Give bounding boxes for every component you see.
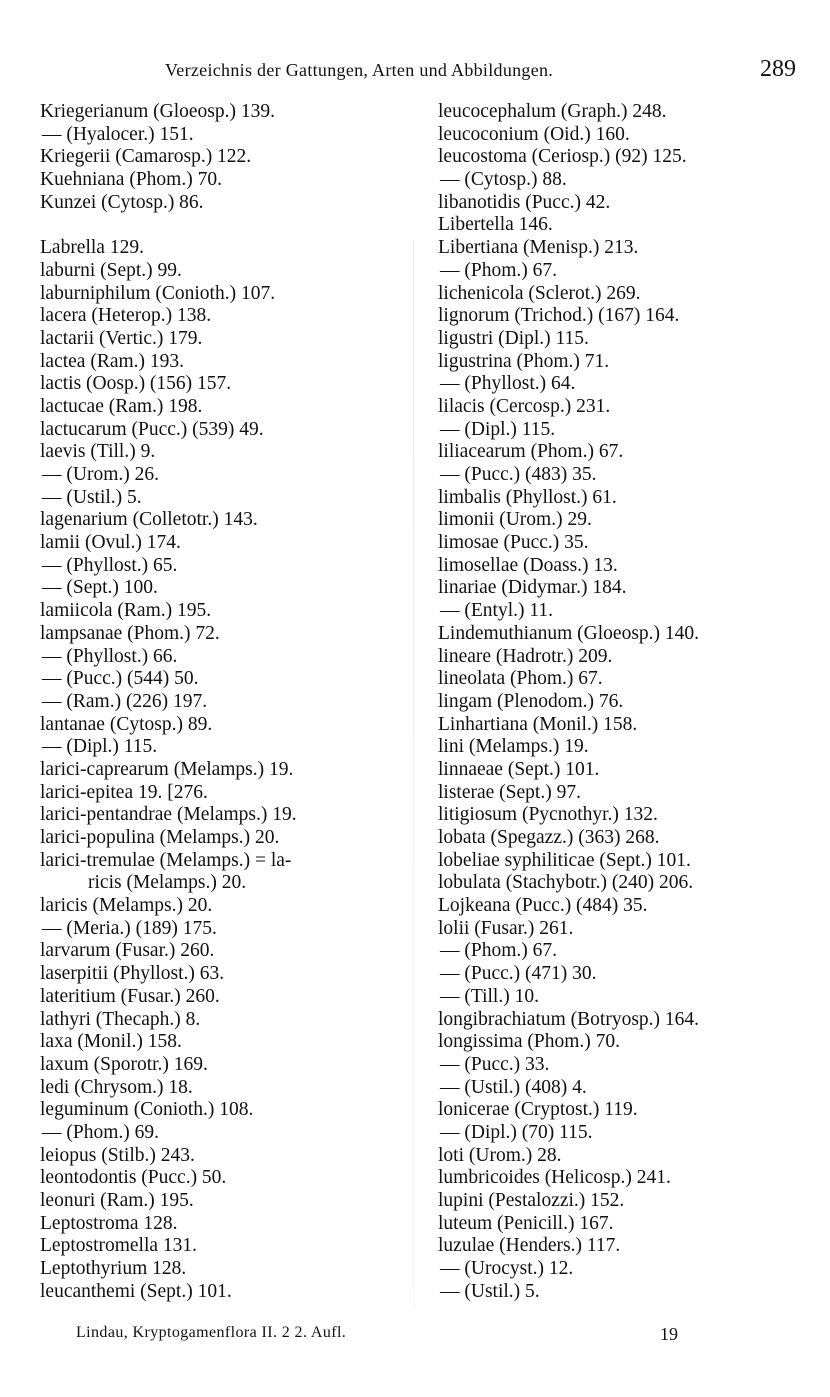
index-entry: — (Ustil.) (408) 4. [440,1076,587,1098]
index-entry: lateritium (Fusar.) 260. [40,985,220,1007]
index-entry: longibrachiatum (Botryosp.) 164. [438,1008,700,1030]
index-entry: larici-populina (Melamps.) 20. [40,827,280,848]
index-entry: lactarii (Vertic.) 179. [40,327,203,349]
index-entry: litigiosum (Pycnothyr.) 132. [438,804,658,826]
index-entry: listerae (Sept.) 97. [438,781,581,803]
index-column-left [40,101,410,1303]
index-entry: lobulata (Stachybotr.) (240) 206. [438,872,694,894]
index-entry: — (Ram.) (226) 197. [42,690,208,712]
index-entry: ligustri (Dipl.) 115. [438,327,589,349]
index-entry: lampsanae (Phom.) 72. [40,622,220,644]
index-entry: linnaeae (Sept.) 101. [438,758,600,780]
index-entry: longissima (Phom.) 70. [438,1031,621,1053]
index-entry: limosae (Pucc.) 35. [438,532,589,554]
index-entry: laxum (Sporotr.) 169. [40,1053,208,1075]
index-entry: — (Dipl.) 115. [440,418,556,440]
index-entry: libanotidis (Pucc.) 42. [438,191,611,213]
index-entry: lamiicola (Ram.) 195. [40,600,212,622]
index-entry: Kuehniana (Phom.) 70. [40,169,222,191]
index-entry: Leptothyrium 128. [40,1258,187,1280]
index-entry: Linhartiana (Monil.) 158. [438,713,638,735]
index-entry: — (Phyllost.) 66. [42,645,178,667]
index-entry: Libertella 146. [438,214,553,236]
index-entry: lacera (Heterop.) 138. [40,305,212,327]
index-entry: — (Pucc.) 33. [440,1053,550,1075]
index-entry: — (Phyllost.) 65. [42,554,178,576]
index-entry: — (Till.) 10. [440,985,539,1007]
index-column-right [438,101,810,1303]
index-entry: Kriegerianum (Gloeosp.) 139. [40,101,276,122]
index-entry: — (Pucc.) (483) 35. [440,464,597,485]
index-entry: laserpitii (Phyllost.) 63. [40,963,225,985]
index-entry: liliacearum (Phom.) 67. [438,441,624,463]
index-entry [40,214,410,237]
index-entry: — (Meria.) (189) 175. [42,917,217,939]
index-entry: — (Urocyst.) 12. [440,1258,574,1280]
index-entry: lactucarum (Pucc.) (539) 49. [40,418,264,440]
index-entry: larvarum (Fusar.) 260. [40,940,215,962]
index-entry: Lojkeana (Pucc.) (484) 35. [438,895,648,917]
index-entry: lonicerae (Cryptost.) 119. [438,1099,638,1121]
index-entry: lamii (Ovul.) 174. [40,532,181,554]
index-entry: — (Phom.) 67. [440,259,557,281]
index-entry: lilacis (Cercosp.) 231. [438,395,611,417]
index-entry: leucoconium (Oid.) 160. [438,123,630,145]
index-entry: lineolata (Phom.) 67. [438,668,603,690]
index-entry: — (Hyalocer.) 151. [42,123,194,145]
index-entry: — (Phom.) 67. [440,940,557,962]
index-entry: ligustrina (Phom.) 71. [438,350,610,372]
index-entry: larici-tremulae (Melamps.) = la- [40,849,292,871]
index-entry: loti (Urom.) 28. [438,1144,562,1166]
index-entry: — (Dipl.) 115. [42,736,158,758]
index-entry: leiopus (Stilb.) 243. [40,1144,195,1166]
index-entry: laevis (Till.) 9. [40,441,156,463]
index-entry: leucanthemi (Sept.) 101. [40,1280,232,1302]
index-entry: — (Pucc.) (471) 30. [440,963,597,985]
index-entry: Lindemuthianum (Gloeosp.) 140. [438,622,700,644]
index-entry: lantanae (Cytosp.) 89. [40,713,213,735]
index-entry: lupini (Pestalozzi.) 152. [438,1190,625,1211]
index-entry: lagenarium (Colletotr.) 143. [40,509,258,531]
index-entry: leguminum (Conioth.) 108. [40,1099,254,1121]
index-entry: lichenicola (Sclerot.) 269. [438,282,641,304]
index-entry: Kriegerii (Camarosp.) 122. [40,146,252,168]
index-entry: — (Cytosp.) 88. [440,169,567,191]
column-divider [413,240,414,1310]
index-entry: leucostoma (Ceriosp.) (92) 125. [438,146,687,168]
page-footer [40,1322,800,1346]
index-entry: larici-pentandrae (Melamps.) 19. [40,804,297,826]
index-entry: ledi (Chrysom.) 18. [40,1076,193,1098]
footer-signature: 19 [660,1324,678,1344]
index-entry: — (Ustil.) 5. [42,486,142,508]
index-entry: — (Phyllost.) 64. [440,373,576,395]
index-entry: lactis (Oosp.) (156) 157. [40,373,232,395]
index-entry: lineare (Hadrotr.) 209. [438,645,613,667]
index-entry: laburni (Sept.) 99. [40,259,182,281]
index-entry: laricis (Melamps.) 20. [40,895,213,917]
index-entry: lathyri (Thecaph.) 8. [40,1008,201,1030]
index-entry: linariae (Didymar.) 184. [438,577,627,599]
index-entry: — (Ustil.) 5. [440,1280,540,1302]
index-entry: luzulae (Henders.) 117. [438,1235,621,1257]
index-entry: lolii (Fusar.) 261. [438,917,574,939]
index-entry: laburniphilum (Conioth.) 107. [40,282,276,304]
footer-citation: Lindau, Kryptogamenflora II. 2 2. Aufl. [76,1324,347,1341]
index-entry: — (Sept.) 100. [42,577,158,599]
index-entry: lactea (Ram.) 193. [40,350,185,372]
index-entry: leonuri (Ram.) 195. [40,1190,194,1211]
index-entry: — (Dipl.) (70) 115. [440,1121,593,1143]
header-title: Verzeichnis der Gattungen, Arten und Abbildungen. [165,60,554,80]
index-entry: limosellae (Doass.) 13. [438,554,618,576]
index-entry: lignorum (Trichod.) (167) 164. [438,305,680,327]
index-entry: limonii (Urom.) 29. [438,509,592,531]
index-entry: Labrella 129. [40,237,144,259]
running-header [40,56,800,86]
index-entry: lingam (Plenodom.) 76. [438,690,624,712]
index-entry: lactucae (Ram.) 198. [40,395,203,417]
index-entry: Leptostromella 131. [40,1235,198,1257]
index-entry: Leptostroma 128. [40,1212,178,1234]
index-entry: larici-caprearum (Melamps.) 19. [40,758,294,780]
index-entry: luteum (Penicill.) 167. [438,1212,614,1234]
index-entry: — (Urom.) 26. [42,464,159,485]
index-entry: leontodontis (Pucc.) 50. [40,1167,227,1189]
index-entry: lobeliae syphiliticae (Sept.) 101. [438,849,691,871]
index-entry: ricis (Melamps.) 20. [88,872,247,894]
index-entry: lumbricoides (Helicosp.) 241. [438,1167,671,1189]
index-entry: lini (Melamps.) 19. [438,736,589,758]
index-entry: — (Pucc.) (544) 50. [42,668,199,690]
index-entry: laxa (Monil.) 158. [40,1031,182,1053]
index-entry: lobata (Spegazz.) (363) 268. [438,827,660,848]
index-entry: — (Entyl.) 11. [440,600,554,622]
index-entry: Libertiana (Menisp.) 213. [438,237,639,259]
index-entry: Kunzei (Cytosp.) 86. [40,191,204,213]
index-entry: — (Phom.) 69. [42,1121,159,1143]
index-entry: limbalis (Phyllost.) 61. [438,486,617,508]
page-number: 289 [760,56,796,82]
index-entry: leucocephalum (Graph.) 248. [438,101,667,122]
index-entry: larici-epitea 19. [276. [40,781,208,803]
